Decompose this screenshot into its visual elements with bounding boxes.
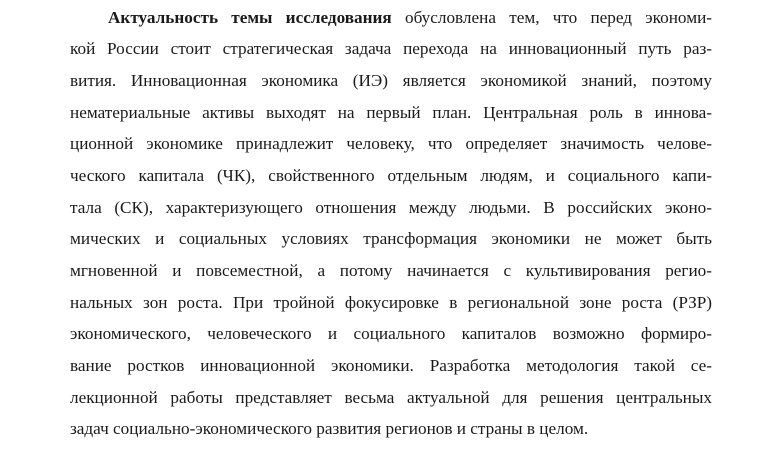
- paragraph-line-8: мических и социальных условиях трансформация экономики не может быть: [70, 229, 712, 248]
- paragraph-line-11: экономического, человеческого и социального капиталов возможно формиро-: [70, 324, 712, 343]
- paragraph-line-12: вание ростков инновационной экономики. Разработка методология такой се-: [70, 356, 712, 375]
- paragraph-line-9: мгновенной и повсеместной, а потому начинается с культивирования регио-: [70, 261, 712, 280]
- paragraph-line-6: ческого капитала (ЧК), свойственного отдельным людям, и социального капи-: [70, 166, 712, 185]
- paragraph-line-14: задач социально-экономического развития регионов и страны в целом.: [70, 419, 589, 438]
- paragraph-line-5: ционной экономике принадлежит человеку, что определяет значимость челове-: [70, 134, 712, 153]
- paragraph-line-3: вития. Инновационная экономика (ИЭ) является экономикой знаний, поэтому: [70, 71, 712, 90]
- paragraph-line-1: [108, 8, 712, 28]
- first-line-text: обусловлена тем, что перед экономи-: [404, 8, 712, 27]
- paragraph-line-4: нематериальные активы выходят на первый план. Центральная роль в иннова-: [70, 103, 712, 122]
- paragraph-line-10: нальных зон роста. При тройной фокусировке в региональной зоне роста (РЗР): [70, 293, 712, 312]
- paragraph-line-13: лекционной работы представляет весьма актуальной для решения центральных: [70, 388, 712, 407]
- section-heading: Актуальность темы исследования: [108, 8, 392, 27]
- paragraph-line-7: тала (СК), характеризующего отношения между людьми. В российских эконо-: [70, 198, 712, 217]
- paragraph-line-2: кой России стоит стратегическая задача перехода на инновационный путь раз-: [70, 39, 712, 58]
